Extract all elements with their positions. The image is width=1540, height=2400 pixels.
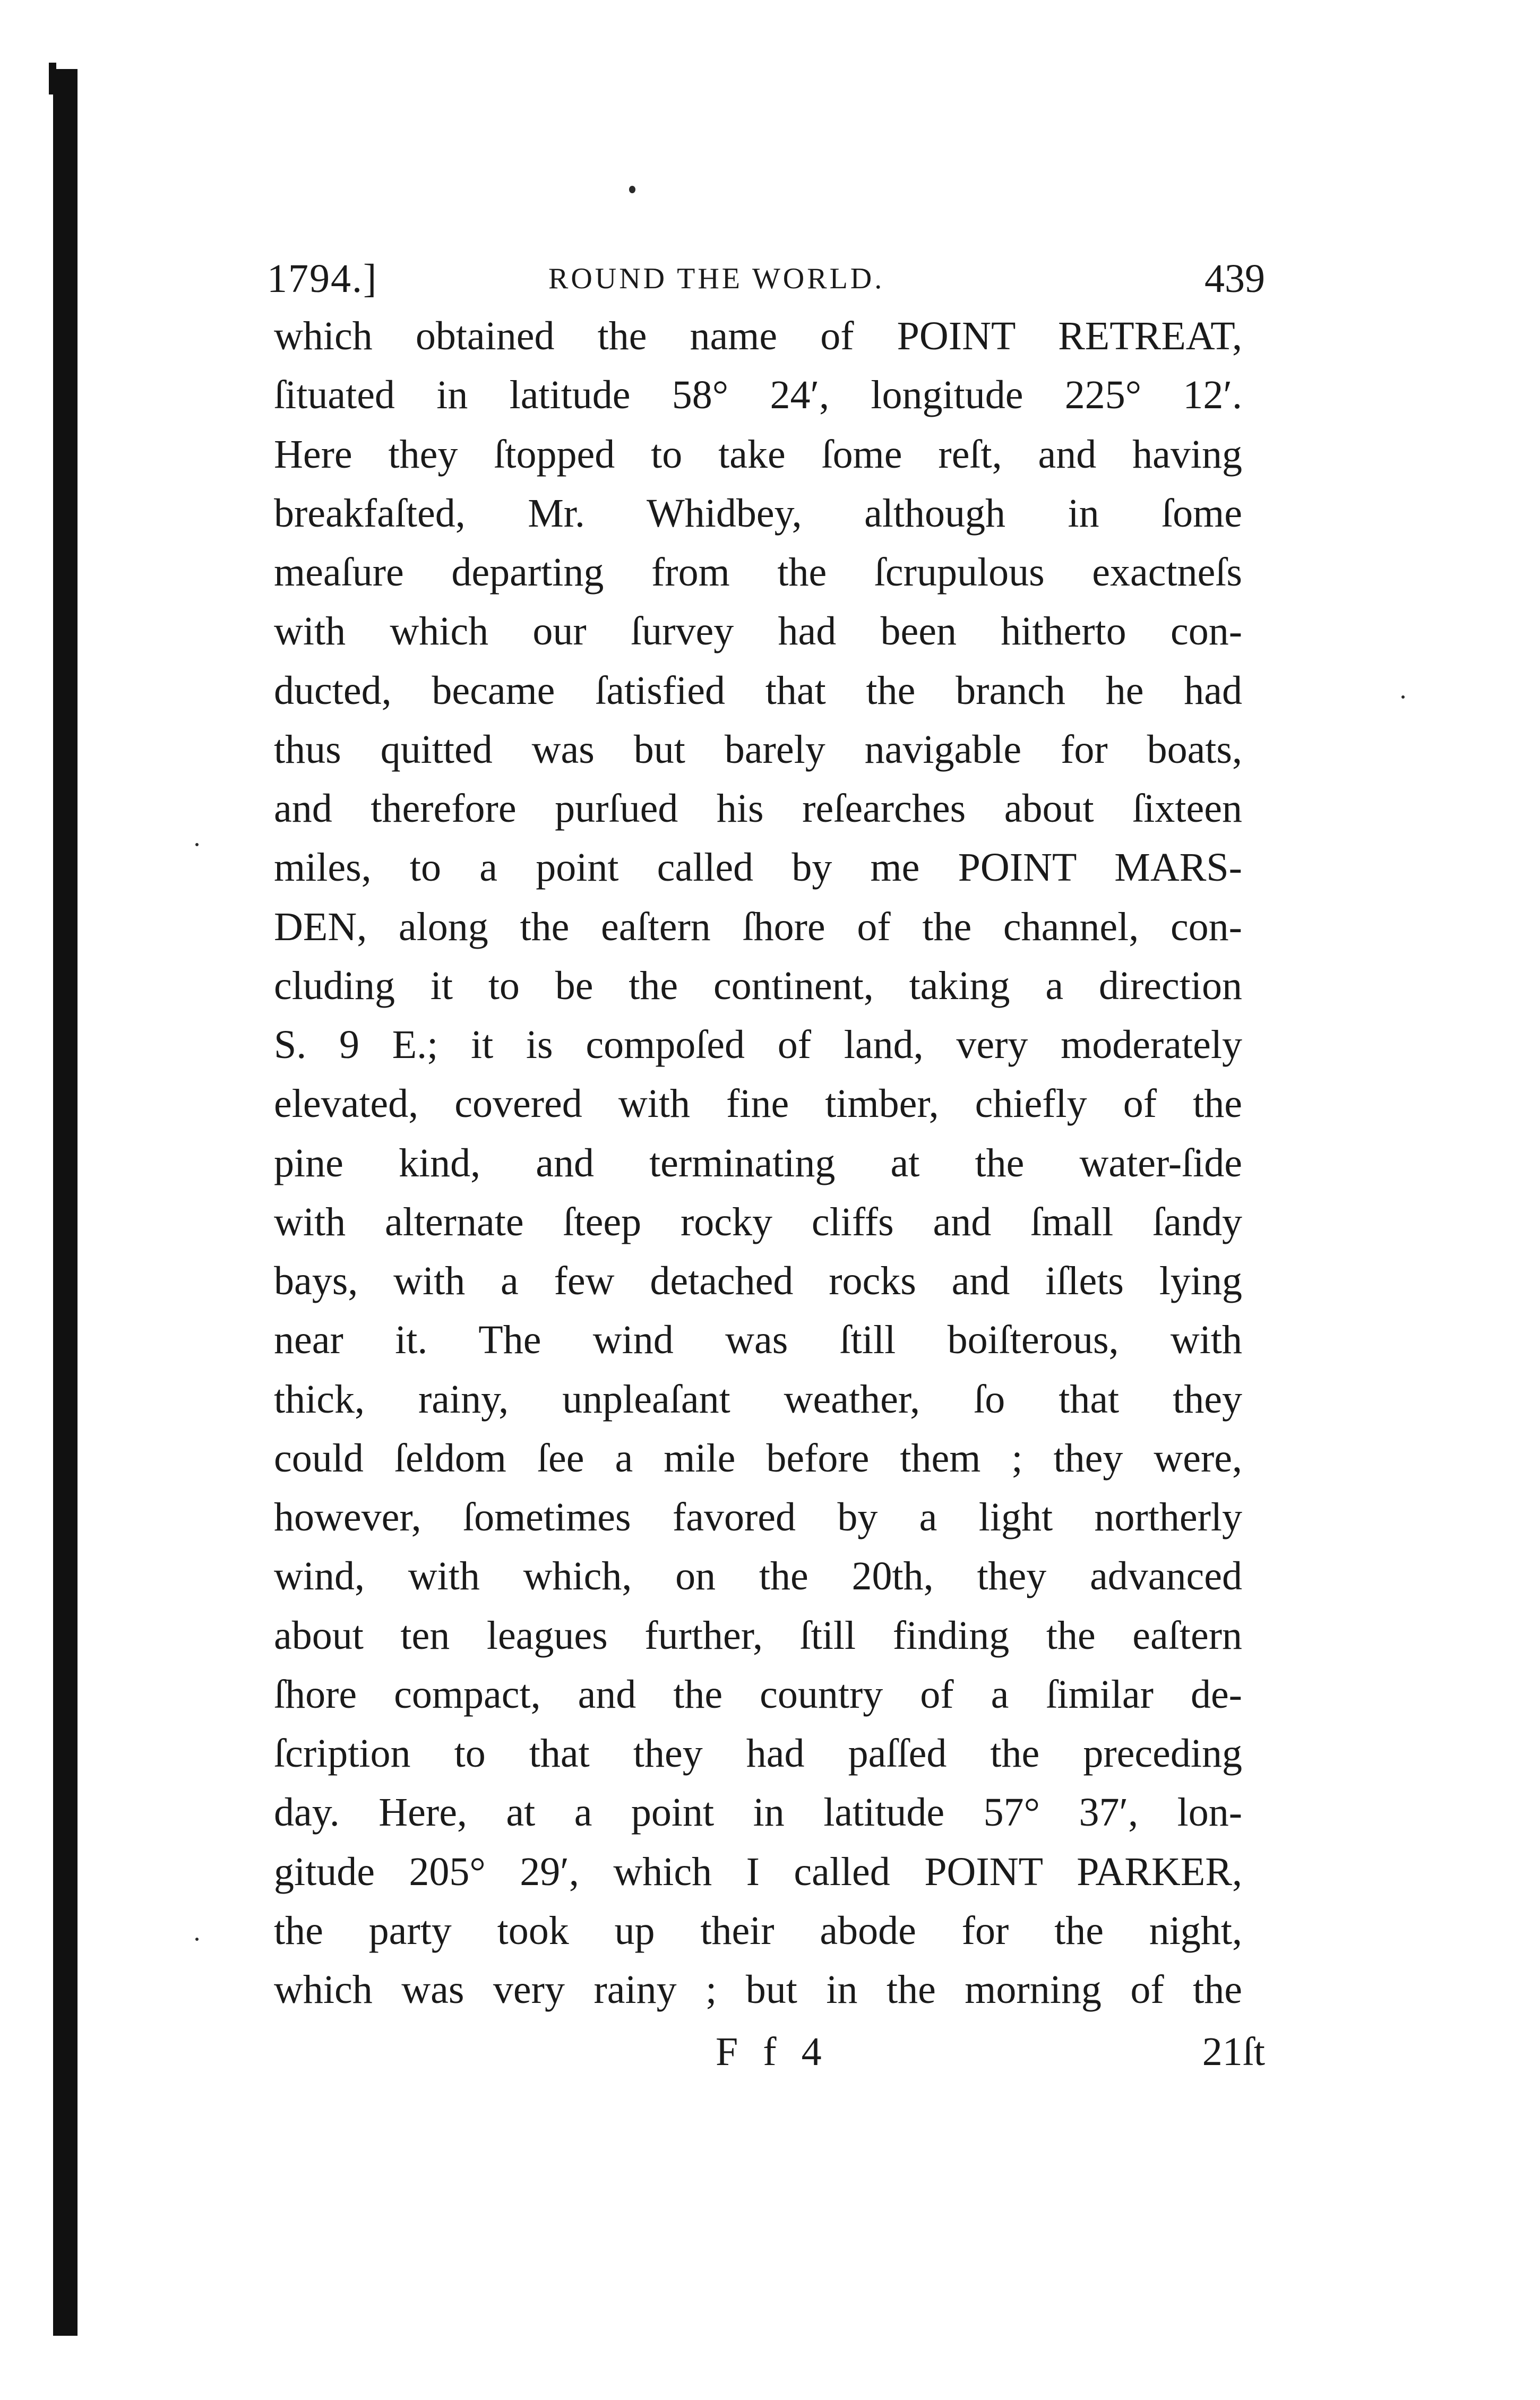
text-line: miles, to a point called by me POINT MARS- [274, 845, 1242, 890]
catchword: 21ſt [1202, 2029, 1265, 2074]
body-text [274, 307, 1242, 2019]
text-line: ducted, became ſatisfied that the branch he had [274, 668, 1242, 713]
text-line: DEN, along the eaſtern ſhore of the channel, con- [274, 904, 1242, 949]
text-line: ſhore compact, and the country of a ſimilar de- [274, 1672, 1242, 1717]
running-header [267, 250, 1265, 308]
page-number: 439 [1205, 256, 1265, 301]
text-line: near it. The wind was ſtill boiſterous, with [274, 1318, 1242, 1363]
text-line: day. Here, at a point in latitude 57° 37′, lon- [274, 1790, 1242, 1835]
text-line: bays, with a few detached rocks and iſlets lying [274, 1259, 1242, 1303]
header-year: 1794.] [267, 256, 378, 301]
text-line: which was very rainy ; but in the morning of the [274, 1967, 1242, 2012]
text-line: with which our ſurvey had been hitherto con- [274, 609, 1242, 654]
text-line: and therefore purſued his reſearches about ſixteen [274, 786, 1242, 831]
text-line: thus quitted was but barely navigable for boats, [274, 727, 1242, 772]
header-title: ROUND THE WORLD. [548, 262, 885, 295]
print-speck [629, 186, 635, 193]
text-line: could ſeldom ſee a mile before them ; they were, [274, 1435, 1242, 1481]
text-line: ſcription to that they had paſſed the preceding [274, 1731, 1242, 1776]
text-line: pine kind, and terminating at the water-ſide [274, 1140, 1242, 1185]
text-line: elevated, covered with fine timber, chiefly of the [274, 1081, 1242, 1126]
page-footer [267, 2023, 1265, 2081]
text-line: breakfaſted, Mr. Whidbey, although in ſome [274, 491, 1242, 536]
print-speck [195, 1938, 199, 1941]
text-line: gitude 205° 29′, which I called POINT PARKER, [274, 1849, 1242, 1894]
text-line: ſituated in latitude 58° 24′, longitude 225° 12′. [274, 373, 1242, 418]
print-speck [195, 843, 199, 846]
text-line: S. 9 E.; it is compoſed of land, very moderately [274, 1022, 1242, 1067]
text-line: thick, rainy, unpleaſant weather, ſo that they [274, 1377, 1242, 1422]
text-line: with alternate ſteep rocky cliffs and ſmall ſandy [274, 1199, 1242, 1244]
binding-edge [53, 69, 78, 2336]
text-line: cluding it to be the continent, taking a direction [274, 963, 1242, 1008]
print-speck [1401, 695, 1405, 699]
text-line: meaſure departing from the ſcrupulous exactneſs [274, 550, 1242, 595]
text-line: the party took up their abode for the night, [274, 1908, 1242, 1953]
text-line: about ten leagues further, ſtill finding the eaſtern [274, 1613, 1242, 1658]
text-line: wind, with which, on the 20th, they advanced [274, 1554, 1242, 1599]
text-line: however, ſometimes favored by a light northerly [274, 1495, 1242, 1539]
signature-mark: F f 4 [716, 2029, 829, 2074]
text-line: Here they ſtopped to take ſome reſt, and having [274, 432, 1242, 477]
text-line: which obtained the name of POINT RETREAT, [274, 314, 1242, 358]
